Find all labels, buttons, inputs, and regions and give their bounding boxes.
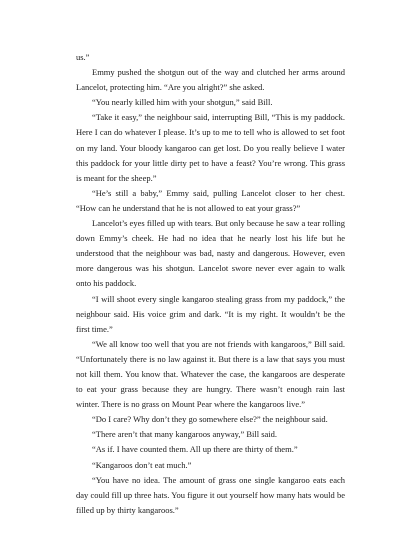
paragraph-2: Emmy pushed the shotgun out of the way and clutched her arms around Lancelot, protecting him. “Are you alright?” she asked. bbox=[76, 67, 345, 93]
paragraph-9: “Do I care? Why don’t they go somewhere else?” the neighbour said. bbox=[92, 414, 328, 425]
paragraph-10: “There aren’t that many kangaroos anyway,” Bill said. bbox=[92, 429, 278, 440]
paragraph-13: “You have no idea. The amount of grass one single kangaroo eats each day could fill up three hats. You figure it out yourself how many hats would be filled up by thirty kangaroos.” bbox=[76, 474, 345, 515]
paragraph-6: Lancelot’s eyes filled up with tears. But only because he saw a tear rolling down Emmy’s cheek. He had no idea that he nearly lost his life but he understood that the neighbour was bad, nasty and dangerous. However, even more dangerous was his shotgun. Lancelot swore never ever again to walk onto his paddock. bbox=[76, 218, 345, 289]
paragraph-3: “You nearly killed him with your shotgun,” said Bill. bbox=[92, 97, 273, 108]
paragraph-8: “We all know too well that you are not friends with kangaroos,” Bill said. “Unfortunately there is no law against it. But there is a law that says you must not kill them. You know that. Whatever the case, the kangaroos are desperate to eat your grass because they are hungry. There wasn’t enough rain last winter. There is no grass on Mount Pear where the kangaroos live.” bbox=[76, 338, 345, 410]
paragraph-7: “I will shoot every single kangaroo stealing grass from my paddock,” the neighbour said. His voice grim and dark. “It is my right. It wouldn’t be the first time.” bbox=[76, 293, 345, 334]
document-page bbox=[76, 50, 345, 518]
paragraph-12: “Kangaroos don’t eat much.” bbox=[92, 459, 192, 470]
paragraph-4: “Take it easy,” the neighbour said, interrupting Bill, “This is my paddock. Here I can do whatever I please. It’s up to me to tell who is allowed to set foot on my land. Your bloody kangaroo can get lost. Do you really believe I water this paddock for your little dirty pet to have a feast? You’re wrong. This grass is meant for the sheep.” bbox=[76, 112, 345, 183]
paragraph-11: “As if. I have counted them. All up there are thirty of them.” bbox=[92, 444, 298, 455]
paragraph-1: us.” bbox=[76, 52, 90, 62]
paragraph-5: “He’s still a baby,” Emmy said, pulling Lancelot closer to her chest. “How can he understand that he is not allowed to eat your grass?” bbox=[76, 187, 345, 213]
